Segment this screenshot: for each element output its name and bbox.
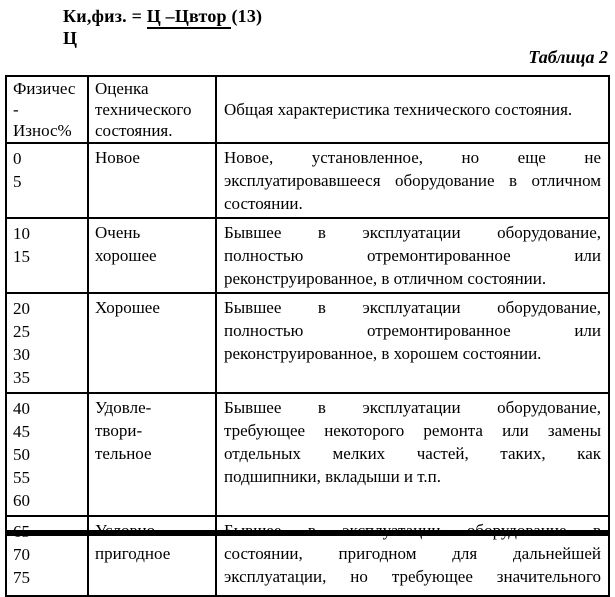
header-row (6, 76, 609, 143)
table-row (6, 393, 609, 516)
text-line: 60 (13, 491, 30, 510)
text-line: 35 (13, 368, 30, 387)
text-line: пригодное (95, 544, 171, 563)
condition-table (5, 75, 610, 597)
description-cell (216, 143, 609, 218)
text-line: Очень (95, 223, 141, 242)
text-line: 50 (13, 445, 30, 464)
formula (63, 5, 262, 49)
text-line: 25 (13, 322, 30, 341)
text-line: - (13, 100, 19, 119)
rating-cell (88, 516, 216, 596)
text-line: Хорошее (95, 298, 160, 317)
formula-ref: (13) (231, 6, 263, 26)
text-line: 20 (13, 299, 30, 318)
wear-cell (6, 293, 88, 393)
formula-numerator: Ц –Цвтор (147, 6, 232, 29)
text-line: требующее некоторого ремонта или замены (224, 421, 601, 440)
text-line: 10 (13, 224, 30, 243)
rating-cell (88, 143, 216, 218)
text-line: 75 (13, 568, 30, 587)
text-line: состоянии. (224, 194, 303, 213)
text-line: 55 (13, 468, 30, 487)
table-header (6, 76, 609, 143)
text-line: Физичес (13, 79, 76, 98)
text-line: Бывшее в эксплуатации оборудование, (224, 398, 601, 417)
table-row (6, 516, 609, 596)
text-line: 0 (13, 149, 22, 168)
text-line: реконструированное, в отличном состоянии. (224, 269, 547, 288)
text-line: отдельных мелких частей, таких, как (224, 444, 601, 463)
text-line: технического (95, 100, 192, 119)
table-caption: Таблица 2 (528, 47, 608, 67)
wear-cell (6, 143, 88, 218)
text-line: Оценка (95, 79, 149, 98)
description-cell (216, 293, 609, 393)
text-line: полностью отремонтированное или (224, 246, 601, 265)
text-line: Удовле- (95, 398, 152, 417)
text-line: эксплуатации, но требующее значительного (224, 567, 601, 586)
table-row (6, 218, 609, 293)
page-cut-edge (5, 530, 608, 536)
text-line: Износ% (13, 121, 72, 140)
header-wear (6, 76, 88, 143)
text-line: полностью отремонтированное или (224, 321, 601, 340)
formula-numerator-line (63, 5, 262, 27)
rating-cell (88, 293, 216, 393)
description-cell (216, 393, 609, 516)
text-line: твори- (95, 421, 143, 440)
text-line: эксплуатировавшееся оборудование в отличном (224, 171, 601, 190)
text-line: Бывшее в эксплуатации оборудование, (224, 298, 601, 317)
description-cell (216, 218, 609, 293)
rating-cell (88, 218, 216, 293)
text-line: тельное (95, 444, 152, 463)
rating-cell (88, 393, 216, 516)
text-line: 40 (13, 399, 30, 418)
text-line: состояния. (95, 121, 173, 140)
wear-cell (6, 393, 88, 516)
wear-cell (6, 218, 88, 293)
table-row (6, 143, 609, 218)
formula-denominator: Ц (63, 28, 78, 48)
text-line: 15 (13, 247, 30, 266)
formula-lhs: Ки,физ. = (63, 6, 147, 26)
table-body (6, 143, 609, 596)
text-line: 70 (13, 545, 30, 564)
wear-cell (6, 516, 88, 596)
header-description: Общая характеристика технического состояния. (216, 76, 609, 143)
table-row (6, 293, 609, 393)
text-line: 30 (13, 345, 30, 364)
text-line: 45 (13, 422, 30, 441)
text-line: Новое, установленное, но еще не (224, 148, 601, 167)
text-line: подшипники, вкладыши и т.п. (224, 467, 442, 486)
text-line: хорошее (95, 246, 157, 265)
text-line: Бывшее в эксплуатации оборудование, (224, 223, 601, 242)
text-line: 5 (13, 172, 22, 191)
description-cell (216, 516, 609, 596)
text-line: состоянии, пригодном для дальнейшей (224, 544, 601, 563)
text-line: реконструированное, в хорошем состоянии. (224, 344, 542, 363)
header-rating (88, 76, 216, 143)
text-line: Новое (95, 148, 140, 167)
